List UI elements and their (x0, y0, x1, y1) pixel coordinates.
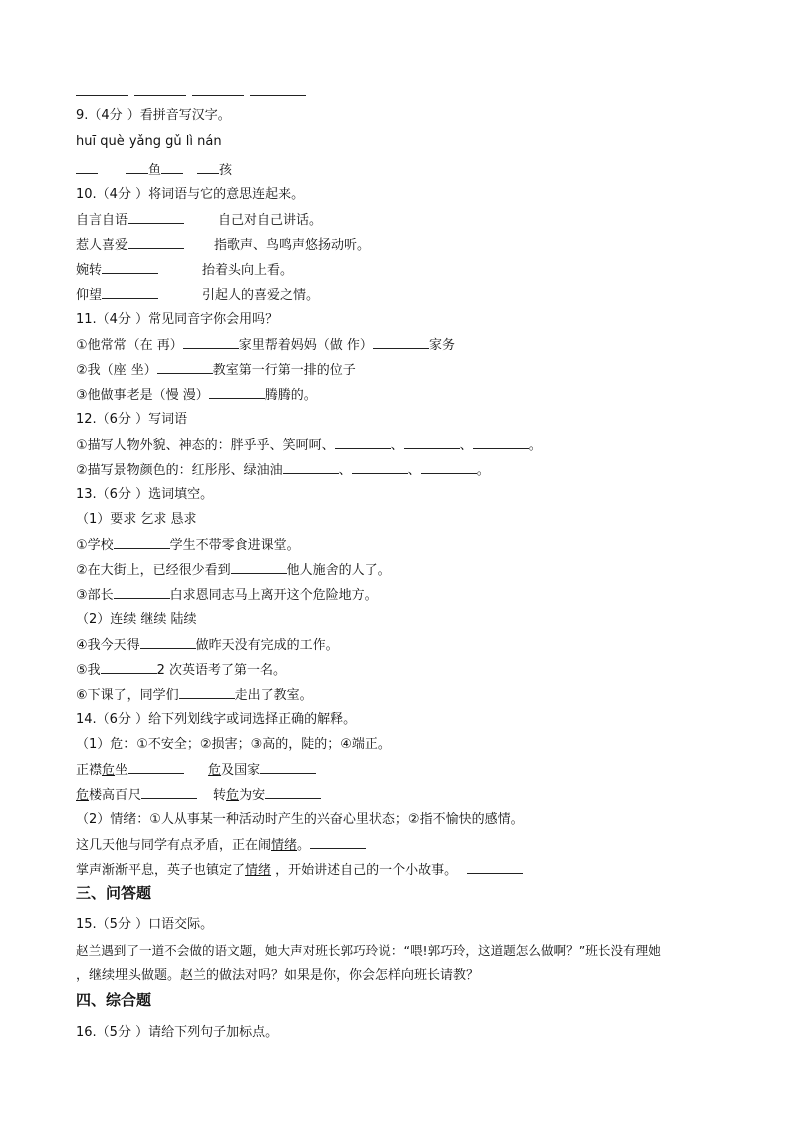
q14-group-1: （1）危：①不安全；②损害；③高的，陡的；④端正。 (76, 737, 391, 752)
q13-text: ①学校 (76, 538, 114, 553)
q10-blank[interactable] (128, 236, 184, 249)
q14-blank[interactable] (467, 861, 523, 874)
q13-blank[interactable] (114, 536, 170, 549)
q13-group-2: （2）连续 继续 陆续 (76, 612, 197, 627)
answer-line-3 (192, 95, 244, 96)
q13-text: ⑥下课了，同学们 (76, 688, 179, 703)
q9-blanks-row (76, 161, 232, 180)
q12-blank[interactable] (473, 436, 529, 449)
q13-blank[interactable] (114, 586, 170, 599)
q9-blank-2[interactable] (126, 161, 148, 174)
q10-word: 惹人喜爱 (76, 238, 129, 253)
section-heading-3: 三、问答题 (76, 884, 152, 902)
q9-blank-3[interactable] (161, 161, 183, 174)
q13-text: 他人施舍的人了。 (286, 563, 391, 578)
q14-text: 正襟 (76, 763, 103, 778)
q11-text: 家里帮着妈妈（做 作） (238, 338, 373, 353)
q13-sentence (76, 636, 339, 655)
q10-meaning: 抬着头向上看。 (202, 263, 294, 278)
q13-text: ②在大街上，已经很少看到 (76, 563, 231, 578)
q11-blank[interactable] (373, 336, 429, 349)
q12-blank[interactable] (283, 461, 339, 474)
q14-underlined: 危 (76, 788, 90, 803)
q9-word-1: 鱼 (148, 163, 162, 178)
q14-row-2 (76, 786, 321, 805)
q14-row-4 (76, 861, 523, 880)
section-heading-4: 四、综合题 (76, 991, 152, 1009)
q14-row-1 (76, 761, 316, 780)
q11-line-1 (76, 336, 455, 355)
q15-paragraph-line-1: 赵兰遇到了一道不会做的语文题，她大声对班长郭巧玲说：“喂!郭巧玲，这道题怎么做啊？”班长没有理她 (76, 943, 661, 958)
q11-blank[interactable] (157, 361, 213, 374)
q10-blank[interactable] (102, 261, 158, 274)
q13-blank[interactable] (231, 561, 287, 574)
q13-header: 13.（6分 ）选词填空。 (76, 487, 214, 502)
q13-text: 走出了教室。 (234, 688, 313, 703)
q13-sentence (76, 686, 313, 705)
q11-text: 教室第一行第一排的位子 (212, 363, 356, 378)
answer-line-4 (250, 95, 306, 96)
q11-text: ③他做事老是（慢 漫） (76, 388, 209, 403)
q10-word: 婉转 (76, 263, 103, 278)
q11-header: 11.（4分 ）常见同音字你会用吗？ (76, 312, 279, 327)
q13-sentence (76, 586, 378, 605)
q14-underlined: 情绪 (245, 863, 272, 878)
q15-paragraph-line-2: ，继续埋头做题。赵兰的做法对吗？如果是你，你会怎样向班长请教？ (76, 968, 480, 983)
q12-blank[interactable] (421, 461, 477, 474)
q12-sep: 、 (459, 438, 473, 453)
q14-blank[interactable] (141, 786, 197, 799)
q13-group-1: （1）要求 乞求 恳求 (76, 512, 197, 527)
q12-text: ①描写人物外貌、神态的：胖乎乎、笑呵呵、 (76, 438, 335, 453)
q9-blank-1[interactable] (76, 161, 98, 174)
q13-text: ④我今天得 (76, 638, 140, 653)
q10-word: 仰望 (76, 288, 103, 303)
q10-header: 10.（4分 ）将词语与它的意思连起来。 (76, 187, 305, 202)
q14-underlined: 情绪 (271, 838, 298, 853)
q14-row-3 (76, 836, 366, 855)
q9-pinyin: huī què yǎng gǔ lì nán (76, 134, 222, 149)
q12-line-2 (76, 461, 490, 480)
q10-row (76, 236, 370, 255)
q13-sentence (76, 661, 286, 680)
q14-blank[interactable] (310, 836, 366, 849)
q14-text: 坐 (115, 763, 129, 778)
q12-blank[interactable] (335, 436, 391, 449)
q11-text: 家务 (428, 338, 455, 353)
q13-text: ③部长 (76, 588, 114, 603)
q14-blank[interactable] (260, 761, 316, 774)
q10-row (76, 211, 322, 230)
q14-underlined: 危 (226, 788, 240, 803)
q11-blank[interactable] (209, 386, 265, 399)
q12-sep: 。 (528, 438, 542, 453)
q12-sep: 、 (338, 463, 352, 478)
q13-blank[interactable] (101, 661, 157, 674)
q9-word-2: 孩 (219, 163, 233, 178)
q10-row (76, 286, 319, 305)
q11-text: 腾腾的。 (264, 388, 317, 403)
answer-line-2 (134, 95, 186, 96)
q12-text: ②描写景物颜色的：红彤彤、绿油油 (76, 463, 283, 478)
q14-blank[interactable] (265, 786, 321, 799)
q14-underlined: 危 (208, 763, 222, 778)
answer-line-1 (76, 95, 128, 96)
q12-blank[interactable] (352, 461, 408, 474)
q14-header: 14.（6分 ）给下列划线字或词选择正确的解释。 (76, 712, 357, 727)
q13-sentence (76, 536, 300, 555)
q10-blank[interactable] (128, 211, 184, 224)
q13-text: 做昨天没有完成的工作。 (195, 638, 339, 653)
q14-text: 。 (297, 838, 311, 853)
q12-blank[interactable] (404, 436, 460, 449)
q14-blank[interactable] (128, 761, 184, 774)
q15-header: 15.（5分 ）口语交际。 (76, 917, 214, 932)
q13-text: 白求恩同志马上离开这个危险地方。 (169, 588, 378, 603)
q10-word: 自言自语 (76, 213, 129, 228)
q9-blank-4[interactable] (197, 161, 219, 174)
q11-blank[interactable] (183, 336, 239, 349)
q14-text: 楼高百尺 (89, 788, 142, 803)
q14-text: 转 (213, 788, 227, 803)
q12-sep: 、 (407, 463, 421, 478)
q14-text: ，开始讲述自己的一个小故事。 (271, 863, 458, 878)
q10-meaning: 指歌声、鸟鸣声悠扬动听。 (214, 238, 371, 253)
q11-text: ①他常常（在 再） (76, 338, 183, 353)
q16-header: 16.（5分 ）请给下列句子加标点。 (76, 1025, 279, 1040)
q10-row (76, 261, 293, 280)
q13-text: ⑤我 (76, 663, 101, 678)
q14-text: 为安 (239, 788, 266, 803)
q12-line-1 (76, 436, 542, 455)
q13-blank[interactable] (179, 686, 235, 699)
q12-sep: 。 (476, 463, 490, 478)
q11-line-2 (76, 361, 356, 380)
q13-blank[interactable] (140, 636, 196, 649)
q9-header: 9.（4分 ）看拼音写汉字。 (76, 108, 231, 123)
q14-group-2: （2）情绪：①人从事某一种活动时产生的兴奋心里状态；②指不愉快的感情。 (76, 812, 524, 827)
q12-sep: 、 (390, 438, 404, 453)
q13-text: 2 次英语考了第一名。 (156, 663, 287, 678)
q13-sentence (76, 561, 391, 580)
q14-underlined: 危 (102, 763, 116, 778)
q14-text: 及国家 (221, 763, 261, 778)
q10-meaning: 引起人的喜爱之情。 (202, 288, 320, 303)
q13-text: 学生不带零食进课堂。 (169, 538, 300, 553)
q14-text: 这几天他与同学有点矛盾，正在闹 (76, 838, 272, 853)
q12-header: 12.（6分 ）写词语 (76, 412, 188, 427)
q11-line-3 (76, 386, 317, 405)
q10-blank[interactable] (102, 286, 158, 299)
q10-meaning: 自己对自己讲话。 (218, 213, 323, 228)
q14-text: 掌声渐渐平息，英子也镇定了 (76, 863, 246, 878)
q11-text: ②我（座 坐） (76, 363, 157, 378)
